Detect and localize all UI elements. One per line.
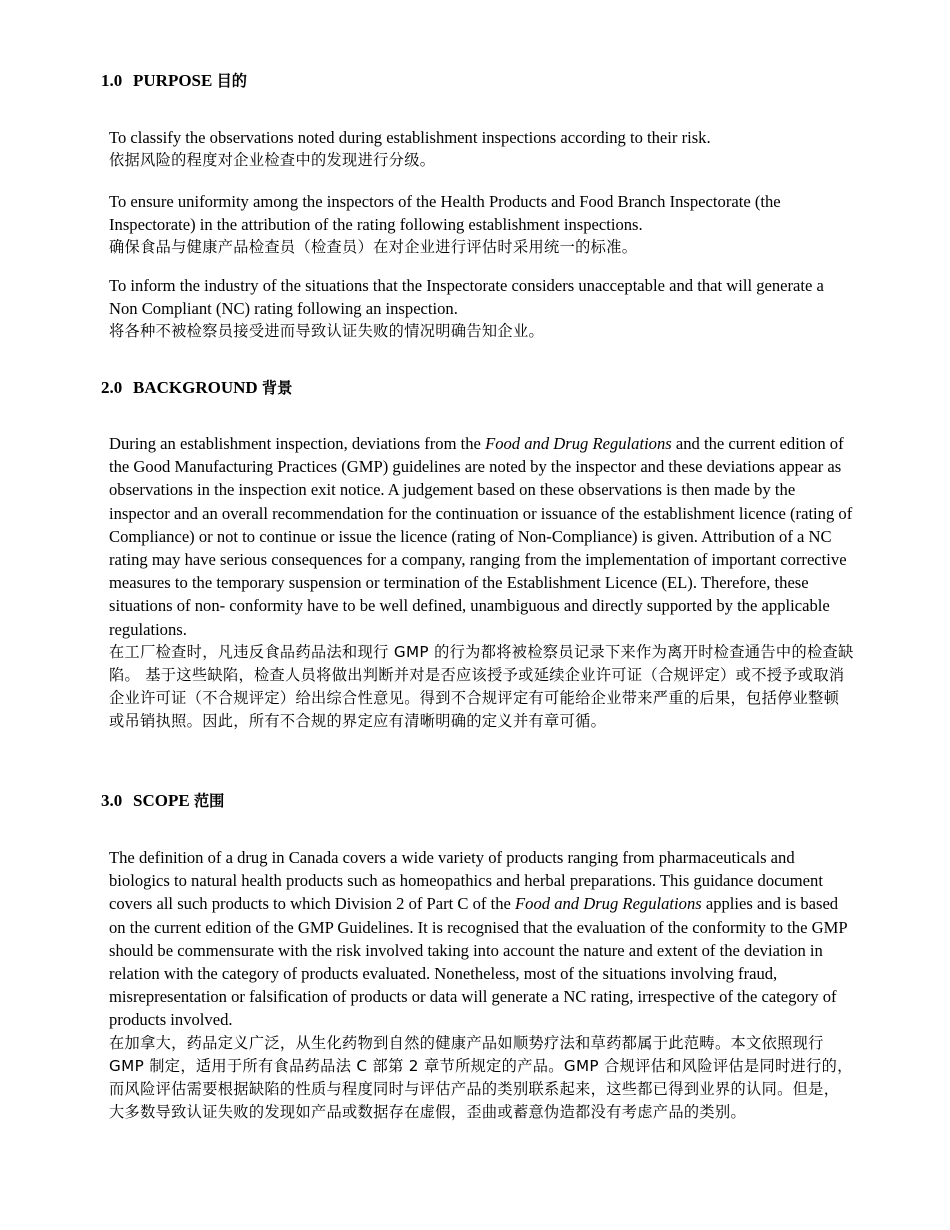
paragraph-text-cn: 确保食品与健康产品检查员（检查员）在对企业进行评估时采用统一的标准。 <box>109 238 638 257</box>
section-title: SCOPE <box>133 791 190 810</box>
regulation-title-italic: Food and Drug Regulations <box>515 894 702 914</box>
section-title: PURPOSE <box>133 71 213 90</box>
text-run: applies and is based on the current edition of the GMP Guidelines. It is recognised that the evaluation of the conformity to the GMP should be commensurate with the risk involved taking into account the nature and extent of the deviation in relation with the category of products evaluated. Nonetheless, most of the situations involving fraud, misrepresentation or falsification of products or data will generate a NC rating, irrespective of the category of products involved. <box>109 894 847 1030</box>
paragraph-text-en <box>109 846 854 1032</box>
section-title-cn: 目的 <box>216 72 247 90</box>
section-title-cn: 背景 <box>261 379 293 397</box>
regulation-title-italic: Food and Drug Regulations <box>485 434 672 453</box>
section-heading-background <box>101 377 292 399</box>
paragraph-text-en: To ensure uniformity among the inspectors of the Health Products and Food Branch Inspectorate (the Inspectorate) in the attribution of the rating following establishment inspections. <box>109 192 781 235</box>
section-title: BACKGROUND <box>133 378 258 397</box>
scope-paragraph <box>109 846 854 1124</box>
paragraph-text-en <box>109 432 854 641</box>
section-number: 3.0 <box>101 791 123 810</box>
purpose-paragraph-1 <box>109 126 854 172</box>
text-run: and the current edition of the Good Manufacturing Practices (GMP) guidelines are noted by the inspector and these deviations appear as observations in the inspection exit notice. A judgement based on these observations is then made by the inspector and an overall recommendation for the continuation or issuance of the establishment licence (rating of Compliance) or not to continue or issue the licence (rating of Non-Compliance) is given. Attribution of a NC rating may have serious consequences for a company, ranging from the implementation of important corrective measures to the temporary suspension or termination of the Establishment Licence (EL). Therefore, these situations of non- conformity have to be well defined, unambiguous and directly supported by the applicable regulations. <box>109 434 853 639</box>
section-heading-purpose <box>101 70 247 92</box>
paragraph-text-cn: 依据风险的程度对企业检查中的发现进行分级。 <box>109 151 436 170</box>
paragraph-text-cn: 在工厂检查时，凡违反食品药品法和现行 GMP 的行为都将被检察员记录下来作为离开时检查通告中的检查缺陷。 基于这些缺陷，检查人员将做出判断并对是否应该授予或延续企业许可证（合规评定）或不授予或取消企业许可证（不合规评定）给出综合性意见。得到不合规评定有可能给企业带来严重的后果，包括停业整顿或吊销执照。因此，所有不合规的界定应有清晰明确的定义并有章可循。 <box>109 642 854 731</box>
background-paragraph <box>109 432 854 734</box>
paragraph-text-cn: 将各种不被检察员接受进而导致认证失败的情况明确告知企业。 <box>109 322 545 341</box>
section-title-cn: 范围 <box>193 792 225 810</box>
section-number: 2.0 <box>101 378 123 397</box>
paragraph-text-en: To inform the industry of the situations that the Inspectorate considers unacceptable and that will generate a Non Compliant (NC) rating following an inspection. <box>109 276 824 319</box>
text-run: During an establishment inspection, deviations from the <box>109 434 486 453</box>
section-heading-scope <box>101 790 224 812</box>
paragraph-text-cn: 在加拿大，药品定义广泛，从生化药物到自然的健康产品如顺势疗法和草药都属于此范畴。本文依照现行 GMP 制定，适用于所有食品药品法 C 部第 2 章节所规定的产品。GMP 合规评估和风险评估是同时进行的，而风险评估需要根据缺陷的性质与程度同时与评估产品的类别联系起来，这些都已得到业界的认同。但是，大多数导致认证失败的发现如产品或数据存在虚假，歪曲或蓄意伪造都没有考虑产品的类别。 <box>109 1033 853 1122</box>
paragraph-text-en: To classify the observations noted during establishment inspections according to their risk. <box>109 128 711 147</box>
purpose-paragraph-3 <box>109 274 854 344</box>
section-number: 1.0 <box>101 71 123 90</box>
text-run: The definition of a drug in Canada covers a wide variety of products ranging from pharmaceuticals and biologics to natural health products such as homeopathics and herbal preparations. This guidance document covers all such products to which Division 2 of Part C of the <box>109 848 823 914</box>
purpose-paragraph-2 <box>109 190 854 260</box>
